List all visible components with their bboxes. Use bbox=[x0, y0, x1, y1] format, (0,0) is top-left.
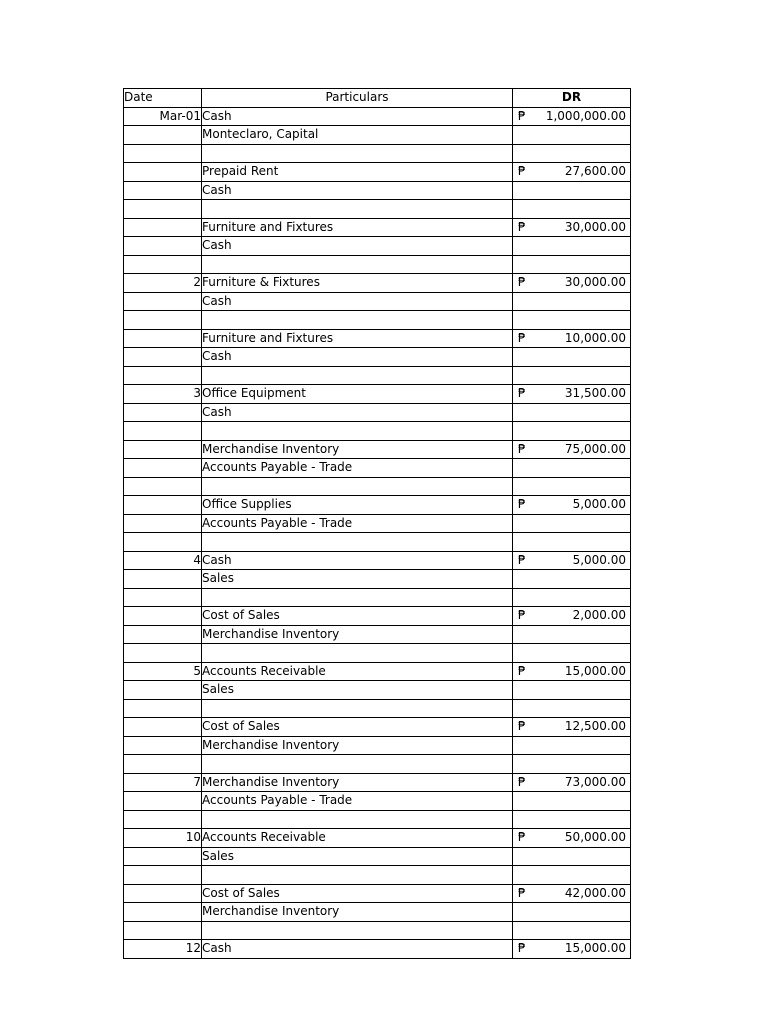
debit-amount-cell bbox=[513, 607, 631, 626]
debit-amount: 75,000.00 bbox=[564, 441, 626, 456]
entry-date: 2 bbox=[124, 274, 202, 293]
credit-account: Accounts Payable - Trade bbox=[202, 459, 513, 478]
journal-credit-row bbox=[124, 736, 631, 755]
entry-date: 4 bbox=[124, 551, 202, 570]
debit-amount-cell bbox=[513, 440, 631, 459]
peso-sign: ₱ bbox=[518, 497, 526, 511]
journal-credit-row bbox=[124, 403, 631, 422]
blank-cell bbox=[124, 588, 202, 607]
blank-cell bbox=[202, 755, 513, 774]
credit-dr-cell bbox=[513, 625, 631, 644]
debit-account: Office Supplies bbox=[202, 496, 513, 515]
blank-cell bbox=[202, 921, 513, 940]
blank-cell bbox=[124, 144, 202, 163]
journal-debit-row bbox=[124, 274, 631, 293]
credit-date-cell bbox=[124, 903, 202, 922]
blank-cell bbox=[124, 366, 202, 385]
debit-amount: 15,000.00 bbox=[564, 941, 626, 955]
journal-blank-row bbox=[124, 366, 631, 385]
debit-account: Merchandise Inventory bbox=[202, 440, 513, 459]
peso-sign: ₱ bbox=[518, 885, 526, 900]
journal-blank-row bbox=[124, 422, 631, 441]
credit-date-cell bbox=[124, 570, 202, 589]
entry-date bbox=[124, 607, 202, 626]
entry-date: 10 bbox=[124, 829, 202, 848]
credit-date-cell bbox=[124, 126, 202, 145]
debit-account: Cost of Sales bbox=[202, 718, 513, 737]
journal-debit-row bbox=[124, 218, 631, 237]
journal-table bbox=[123, 88, 631, 959]
journal-debit-row bbox=[124, 884, 631, 903]
debit-amount-cell bbox=[513, 940, 631, 959]
credit-account: Merchandise Inventory bbox=[202, 625, 513, 644]
debit-amount: 1,000,000.00 bbox=[545, 108, 626, 123]
particulars-column-header: Particulars bbox=[202, 89, 513, 108]
journal-credit-row bbox=[124, 292, 631, 311]
credit-account: Merchandise Inventory bbox=[202, 736, 513, 755]
journal-debit-row bbox=[124, 718, 631, 737]
credit-account: Monteclaro, Capital bbox=[202, 126, 513, 145]
journal-credit-row bbox=[124, 625, 631, 644]
credit-date-cell bbox=[124, 792, 202, 811]
debit-account: Accounts Receivable bbox=[202, 829, 513, 848]
journal-blank-row bbox=[124, 921, 631, 940]
debit-account: Furniture and Fixtures bbox=[202, 329, 513, 348]
journal-credit-row bbox=[124, 847, 631, 866]
debit-account: Furniture and Fixtures bbox=[202, 218, 513, 237]
blank-cell bbox=[124, 533, 202, 552]
debit-account: Accounts Receivable bbox=[202, 662, 513, 681]
journal-debit-row bbox=[124, 773, 631, 792]
journal-credit-row bbox=[124, 237, 631, 256]
debit-account: Prepaid Rent bbox=[202, 163, 513, 182]
blank-cell bbox=[513, 144, 631, 163]
debit-amount: 12,500.00 bbox=[564, 719, 626, 733]
blank-cell bbox=[202, 699, 513, 718]
blank-cell bbox=[513, 699, 631, 718]
debit-amount: 5,000.00 bbox=[572, 497, 626, 511]
blank-cell bbox=[513, 477, 631, 496]
blank-cell bbox=[513, 533, 631, 552]
credit-dr-cell bbox=[513, 903, 631, 922]
credit-date-cell bbox=[124, 292, 202, 311]
credit-dr-cell bbox=[513, 681, 631, 700]
debit-amount-cell bbox=[513, 385, 631, 404]
peso-sign: ₱ bbox=[518, 164, 526, 178]
debit-amount-cell bbox=[513, 274, 631, 293]
journal-credit-row bbox=[124, 514, 631, 533]
credit-date-cell bbox=[124, 625, 202, 644]
credit-dr-cell bbox=[513, 237, 631, 256]
debit-amount: 42,000.00 bbox=[564, 885, 626, 900]
credit-account: Sales bbox=[202, 847, 513, 866]
blank-cell bbox=[513, 810, 631, 829]
journal-blank-row bbox=[124, 866, 631, 885]
journal-blank-row bbox=[124, 200, 631, 219]
credit-account: Cash bbox=[202, 237, 513, 256]
debit-account: Cost of Sales bbox=[202, 884, 513, 903]
credit-account: Sales bbox=[202, 681, 513, 700]
peso-sign: ₱ bbox=[518, 219, 526, 234]
debit-amount: 2,000.00 bbox=[572, 608, 626, 622]
peso-sign: ₱ bbox=[518, 830, 526, 844]
debit-amount-cell bbox=[513, 163, 631, 182]
blank-cell bbox=[124, 699, 202, 718]
journal-blank-row bbox=[124, 533, 631, 552]
credit-dr-cell bbox=[513, 792, 631, 811]
entry-date bbox=[124, 884, 202, 903]
blank-cell bbox=[202, 144, 513, 163]
journal-debit-row bbox=[124, 107, 631, 126]
debit-account: Office Equipment bbox=[202, 385, 513, 404]
debit-account: Cost of Sales bbox=[202, 607, 513, 626]
entry-date bbox=[124, 440, 202, 459]
debit-account: Furniture & Fixtures bbox=[202, 274, 513, 293]
blank-cell bbox=[202, 255, 513, 274]
blank-cell bbox=[513, 644, 631, 663]
peso-sign: ₱ bbox=[518, 275, 526, 289]
header-row bbox=[124, 89, 631, 108]
date-column-header: Date bbox=[124, 89, 202, 108]
credit-dr-cell bbox=[513, 292, 631, 311]
journal-blank-row bbox=[124, 477, 631, 496]
credit-account: Cash bbox=[202, 181, 513, 200]
credit-account: Accounts Payable - Trade bbox=[202, 792, 513, 811]
blank-cell bbox=[124, 477, 202, 496]
entry-date: 12 bbox=[124, 940, 202, 959]
entry-date bbox=[124, 496, 202, 515]
credit-account: Sales bbox=[202, 570, 513, 589]
blank-cell bbox=[513, 755, 631, 774]
debit-account: Merchandise Inventory bbox=[202, 773, 513, 792]
peso-sign: ₱ bbox=[518, 552, 526, 567]
debit-amount-cell bbox=[513, 496, 631, 515]
debit-account: Cash bbox=[202, 551, 513, 570]
credit-account: Merchandise Inventory bbox=[202, 903, 513, 922]
blank-cell bbox=[124, 810, 202, 829]
blank-cell bbox=[513, 588, 631, 607]
blank-cell bbox=[124, 311, 202, 330]
blank-cell bbox=[124, 755, 202, 774]
journal-blank-row bbox=[124, 255, 631, 274]
credit-dr-cell bbox=[513, 126, 631, 145]
credit-date-cell bbox=[124, 847, 202, 866]
blank-cell bbox=[202, 422, 513, 441]
peso-sign: ₱ bbox=[518, 774, 526, 789]
entry-date bbox=[124, 718, 202, 737]
debit-amount-cell bbox=[513, 551, 631, 570]
journal-debit-row bbox=[124, 385, 631, 404]
credit-dr-cell bbox=[513, 570, 631, 589]
credit-date-cell bbox=[124, 736, 202, 755]
journal-debit-row bbox=[124, 496, 631, 515]
blank-cell bbox=[124, 200, 202, 219]
credit-date-cell bbox=[124, 459, 202, 478]
journal-credit-row bbox=[124, 126, 631, 145]
journal-blank-row bbox=[124, 311, 631, 330]
credit-date-cell bbox=[124, 403, 202, 422]
debit-amount: 27,600.00 bbox=[564, 164, 626, 178]
peso-sign: ₱ bbox=[518, 608, 526, 622]
entry-date bbox=[124, 163, 202, 182]
credit-dr-cell bbox=[513, 403, 631, 422]
blank-cell bbox=[202, 200, 513, 219]
journal-blank-row bbox=[124, 755, 631, 774]
credit-account: Cash bbox=[202, 292, 513, 311]
blank-cell bbox=[202, 366, 513, 385]
blank-cell bbox=[513, 866, 631, 885]
journal-debit-row bbox=[124, 440, 631, 459]
entry-date: Mar-01 bbox=[124, 107, 202, 126]
blank-cell bbox=[202, 311, 513, 330]
debit-amount: 50,000.00 bbox=[564, 830, 626, 844]
debit-amount-cell bbox=[513, 773, 631, 792]
blank-cell bbox=[124, 866, 202, 885]
entry-date bbox=[124, 218, 202, 237]
entry-date: 3 bbox=[124, 385, 202, 404]
journal-blank-row bbox=[124, 810, 631, 829]
blank-cell bbox=[124, 644, 202, 663]
journal-body bbox=[124, 107, 631, 958]
blank-cell bbox=[124, 921, 202, 940]
blank-cell bbox=[202, 810, 513, 829]
debit-amount-cell bbox=[513, 662, 631, 681]
peso-sign: ₱ bbox=[518, 719, 526, 733]
debit-amount: 5,000.00 bbox=[572, 552, 626, 567]
dr-column-header: DR bbox=[513, 89, 631, 108]
journal-blank-row bbox=[124, 588, 631, 607]
debit-account: Cash bbox=[202, 940, 513, 959]
debit-amount: 30,000.00 bbox=[564, 219, 626, 234]
credit-dr-cell bbox=[513, 348, 631, 367]
credit-dr-cell bbox=[513, 514, 631, 533]
entry-date: 5 bbox=[124, 662, 202, 681]
journal-blank-row bbox=[124, 699, 631, 718]
debit-amount-cell bbox=[513, 829, 631, 848]
journal-debit-row bbox=[124, 662, 631, 681]
debit-account: Cash bbox=[202, 107, 513, 126]
blank-cell bbox=[513, 311, 631, 330]
blank-cell bbox=[513, 921, 631, 940]
journal-blank-row bbox=[124, 644, 631, 663]
credit-dr-cell bbox=[513, 459, 631, 478]
journal-debit-row bbox=[124, 551, 631, 570]
journal-credit-row bbox=[124, 181, 631, 200]
entry-date bbox=[124, 329, 202, 348]
journal-blank-row bbox=[124, 144, 631, 163]
journal-debit-row bbox=[124, 607, 631, 626]
blank-cell bbox=[124, 255, 202, 274]
peso-sign: ₱ bbox=[518, 441, 526, 456]
peso-sign: ₱ bbox=[518, 386, 526, 400]
journal-credit-row bbox=[124, 459, 631, 478]
journal-debit-row bbox=[124, 329, 631, 348]
blank-cell bbox=[513, 255, 631, 274]
debit-amount: 10,000.00 bbox=[564, 330, 626, 345]
credit-date-cell bbox=[124, 181, 202, 200]
journal-credit-row bbox=[124, 348, 631, 367]
peso-sign: ₱ bbox=[518, 941, 526, 955]
blank-cell bbox=[202, 477, 513, 496]
debit-amount: 30,000.00 bbox=[564, 275, 626, 289]
credit-date-cell bbox=[124, 237, 202, 256]
debit-amount: 73,000.00 bbox=[564, 774, 626, 789]
credit-account: Cash bbox=[202, 348, 513, 367]
journal-debit-row bbox=[124, 163, 631, 182]
journal-credit-row bbox=[124, 903, 631, 922]
credit-account: Accounts Payable - Trade bbox=[202, 514, 513, 533]
journal-debit-row bbox=[124, 940, 631, 959]
peso-sign: ₱ bbox=[518, 330, 526, 345]
credit-dr-cell bbox=[513, 847, 631, 866]
debit-amount-cell bbox=[513, 107, 631, 126]
blank-cell bbox=[513, 200, 631, 219]
blank-cell bbox=[202, 533, 513, 552]
journal-credit-row bbox=[124, 570, 631, 589]
credit-date-cell bbox=[124, 348, 202, 367]
credit-dr-cell bbox=[513, 736, 631, 755]
journal-credit-row bbox=[124, 792, 631, 811]
blank-cell bbox=[202, 644, 513, 663]
blank-cell bbox=[513, 366, 631, 385]
debit-amount-cell bbox=[513, 329, 631, 348]
debit-amount: 15,000.00 bbox=[564, 663, 626, 678]
blank-cell bbox=[202, 588, 513, 607]
peso-sign: ₱ bbox=[518, 663, 526, 678]
journal-debit-row bbox=[124, 829, 631, 848]
blank-cell bbox=[202, 866, 513, 885]
entry-date: 7 bbox=[124, 773, 202, 792]
credit-date-cell bbox=[124, 514, 202, 533]
credit-dr-cell bbox=[513, 181, 631, 200]
journal-credit-row bbox=[124, 681, 631, 700]
blank-cell bbox=[513, 422, 631, 441]
debit-amount-cell bbox=[513, 884, 631, 903]
debit-amount-cell bbox=[513, 218, 631, 237]
credit-account: Cash bbox=[202, 403, 513, 422]
debit-amount-cell bbox=[513, 718, 631, 737]
credit-date-cell bbox=[124, 681, 202, 700]
blank-cell bbox=[124, 422, 202, 441]
debit-amount: 31,500.00 bbox=[564, 386, 626, 400]
peso-sign: ₱ bbox=[518, 108, 526, 123]
